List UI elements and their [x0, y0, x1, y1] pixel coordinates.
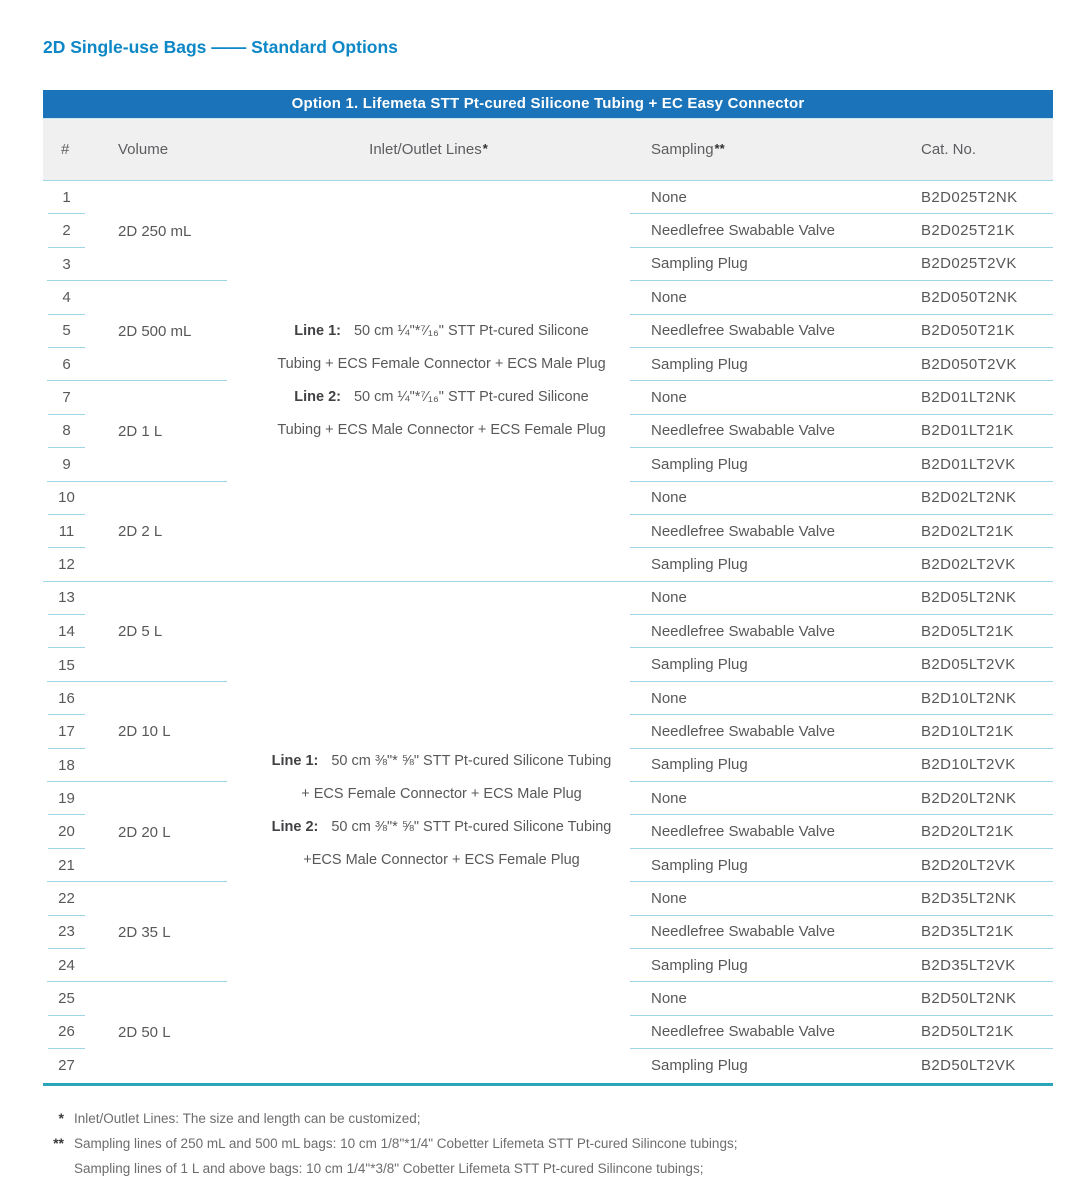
footnote-marker [43, 1156, 64, 1181]
line-text-continued: +ECS Male Connector + ECS Female Plug [303, 852, 580, 869]
line-text: 50 cm ¼"*⁷⁄₁₆" STT Pt-cured Silicone [353, 389, 589, 406]
cat-no-cell: B2D050T2VK [910, 348, 1053, 381]
row-number: 27 [58, 1057, 75, 1075]
cat-no-cell: B2D10LT2NK [910, 682, 1053, 715]
cat-no-cell: B2D025T2VK [910, 248, 1053, 281]
page-title: 2D Single-use Bags —— Standard Options [43, 37, 398, 57]
cat-no-cell: B2D35LT21K [910, 916, 1053, 949]
cat-no-cell: B2D35LT2VK [910, 949, 1053, 982]
column-header-number [43, 141, 90, 158]
table-header-row [43, 119, 1053, 181]
row-number: 19 [48, 782, 85, 815]
volume-cell: 2D 20 L [118, 823, 171, 841]
cat-no-cell: B2D10LT21K [910, 715, 1053, 748]
line-label: Line 1: [271, 753, 319, 770]
sampling-cell: Needlefree Swabable Valve [630, 415, 910, 448]
row-number: 2 [48, 214, 85, 247]
row-number: 9 [62, 456, 71, 474]
cat-no-cell: B2D35LT2NK [910, 882, 1053, 915]
row-number: 22 [48, 882, 85, 915]
footnote-text: Inlet/Outlet Lines: The size and length can be customized; [74, 1110, 421, 1126]
cat-no-cell: B2D01LT2NK [910, 381, 1053, 414]
column-header-volume [90, 141, 227, 158]
cat-no-cell: B2D02LT21K [910, 515, 1053, 548]
cat-no-cell: B2D05LT2VK [910, 648, 1053, 681]
sampling-cell: Sampling Plug [630, 448, 910, 481]
sampling-cell: None [630, 882, 910, 915]
line-text: 50 cm ¼"*⁷⁄₁₆" STT Pt-cured Silicone [353, 323, 589, 340]
volume-cell: 2D 10 L [118, 723, 171, 741]
line-spec [272, 745, 612, 778]
sampling-cell: Needlefree Swabable Valve [630, 615, 910, 648]
sampling-cell: None [630, 782, 910, 815]
volume-cell: 2D 250 mL [118, 222, 192, 240]
inlet-outlet-lines-cell [227, 582, 630, 1083]
row-number: 18 [58, 756, 75, 774]
cat-no-cell: B2D05LT2NK [910, 582, 1053, 615]
row-number: 3 [62, 255, 71, 273]
footnotes [43, 1106, 1053, 1181]
row-number: 8 [48, 415, 85, 448]
lines-footnote-marker: * [482, 141, 488, 156]
volume-cell: 2D 2 L [118, 523, 163, 541]
sampling-cell: None [630, 682, 910, 715]
sampling-cell: Sampling Plug [630, 849, 910, 882]
row-number: 15 [58, 656, 75, 674]
footnote-marker: * [58, 1109, 64, 1126]
sampling-cell: None [630, 281, 910, 314]
column-header-volume-label: Volume [118, 141, 169, 158]
row-number: 16 [48, 682, 85, 715]
line-text-continued: Tubing + ECS Male Connector + ECS Female Plug [277, 422, 606, 439]
row-number: 26 [48, 1016, 85, 1049]
sampling-cell: Sampling Plug [630, 248, 910, 281]
column-header-sampling-label: Sampling [651, 141, 714, 158]
row-number: 21 [58, 857, 75, 874]
row-number: 6 [62, 356, 71, 374]
sampling-cell: Sampling Plug [630, 648, 910, 681]
column-header-number-label: # [61, 141, 70, 158]
sampling-cell: Sampling Plug [630, 749, 910, 782]
sampling-cell: Needlefree Swabable Valve [630, 916, 910, 949]
cat-no-cell: B2D20LT2VK [910, 849, 1053, 882]
cat-no-cell: B2D50LT2VK [921, 1057, 1016, 1075]
column-header-lines-label: Inlet/Outlet Lines [369, 141, 482, 158]
footnote-text: Sampling lines of 250 mL and 500 mL bags: 10 cm 1/8"*1/4" Cobetter Lifemeta STT Pt-cured Silincone tubings; [74, 1135, 738, 1151]
cat-no-cell: B2D01LT2VK [910, 448, 1053, 481]
cat-no-cell: B2D02LT2VK [910, 548, 1053, 581]
cat-no-cell: B2D50LT2NK [910, 982, 1053, 1015]
volume-cell: 2D 5 L [118, 623, 163, 641]
cat-no-cell: B2D50LT21K [910, 1016, 1053, 1049]
line-spec [294, 381, 588, 414]
sampling-cell: None [630, 982, 910, 1015]
row-number: 7 [48, 381, 85, 414]
volume-cell: 2D 35 L [118, 923, 171, 941]
row-number: 5 [48, 315, 85, 348]
column-header-cat-no [910, 141, 1053, 158]
volume-cell: 2D 500 mL [118, 322, 192, 340]
sampling-cell: None [630, 482, 910, 515]
sampling-cell: Needlefree Swabable Valve [630, 715, 910, 748]
column-header-cat-no-label: Cat. No. [921, 141, 977, 158]
row-number: 17 [48, 715, 85, 748]
sampling-cell: Sampling Plug [630, 949, 910, 982]
cat-no-cell: B2D05LT21K [910, 615, 1053, 648]
sampling-cell: None [630, 582, 910, 615]
row-number: 20 [48, 815, 85, 848]
column-header-sampling [630, 141, 910, 158]
row-number: 23 [48, 916, 85, 949]
sampling-cell: None [630, 381, 910, 414]
row-number: 14 [48, 615, 85, 648]
footnote-sampling-line-2 [43, 1156, 1053, 1181]
sampling-footnote-marker: ** [714, 141, 725, 156]
page [43, 36, 1053, 1181]
sampling-cell: Sampling Plug [630, 348, 910, 381]
cat-no-cell: B2D02LT2NK [910, 482, 1053, 515]
sampling-cell: Sampling Plug [651, 1057, 748, 1075]
line-spec [294, 315, 588, 348]
cat-no-cell: B2D025T2NK [910, 181, 1053, 214]
line-text: 50 cm ⅜"* ⅝" STT Pt-cured Silicone Tubing [331, 753, 612, 770]
row-number: 10 [48, 482, 85, 515]
row-number: 11 [48, 515, 85, 548]
row-number: 4 [48, 281, 85, 314]
line-label: Line 1: [294, 323, 341, 340]
volume-cell: 2D 1 L [118, 422, 163, 440]
cat-no-cell: B2D050T2NK [910, 281, 1053, 314]
inlet-outlet-lines-cell [227, 181, 630, 582]
footnote-sampling-line-1 [43, 1131, 1053, 1156]
table-body [43, 181, 1053, 1086]
cat-no-cell: B2D025T21K [910, 214, 1053, 247]
cat-no-cell: B2D01LT21K [910, 415, 1053, 448]
line-spec [272, 811, 612, 844]
row-number: 25 [48, 982, 85, 1015]
row-number: 13 [48, 582, 85, 615]
sampling-cell: Sampling Plug [630, 548, 910, 581]
line-text: 50 cm ⅜"* ⅝" STT Pt-cured Silicone Tubing [331, 819, 612, 836]
cat-no-cell: B2D20LT2NK [910, 782, 1053, 815]
sampling-cell: Needlefree Swabable Valve [630, 315, 910, 348]
table-banner: Option 1. Lifemeta STT Pt-cured Silicone Tubing + EC Easy Connector [43, 90, 1053, 119]
footnote-marker: ** [53, 1134, 64, 1151]
sampling-cell: Needlefree Swabable Valve [630, 815, 910, 848]
row-number: 12 [58, 556, 75, 574]
cat-no-cell: B2D050T21K [910, 315, 1053, 348]
cat-no-cell: B2D20LT21K [910, 815, 1053, 848]
footnote-text: Sampling lines of 1 L and above bags: 10 cm 1/4"*3/8" Cobetter Lifemeta STT Pt-cured Silincone tubings; [74, 1160, 704, 1176]
line-label: Line 2: [271, 819, 319, 836]
row-number: 24 [58, 957, 75, 975]
cat-no-cell: B2D10LT2VK [910, 749, 1053, 782]
sampling-cell: Needlefree Swabable Valve [630, 1016, 910, 1049]
column-header-inlet-outlet-lines [227, 141, 630, 158]
line-label: Line 2: [294, 389, 341, 406]
line-text-continued: + ECS Female Connector + ECS Male Plug [301, 786, 582, 803]
row-number: 1 [48, 181, 85, 214]
sampling-cell: Needlefree Swabable Valve [630, 515, 910, 548]
volume-cell: 2D 50 L [118, 1023, 171, 1041]
sampling-cell: None [630, 181, 910, 214]
line-text-continued: Tubing + ECS Female Connector + ECS Male Plug [277, 356, 606, 373]
footnote-inlet-outlet [43, 1106, 1053, 1131]
sampling-cell: Needlefree Swabable Valve [630, 214, 910, 247]
